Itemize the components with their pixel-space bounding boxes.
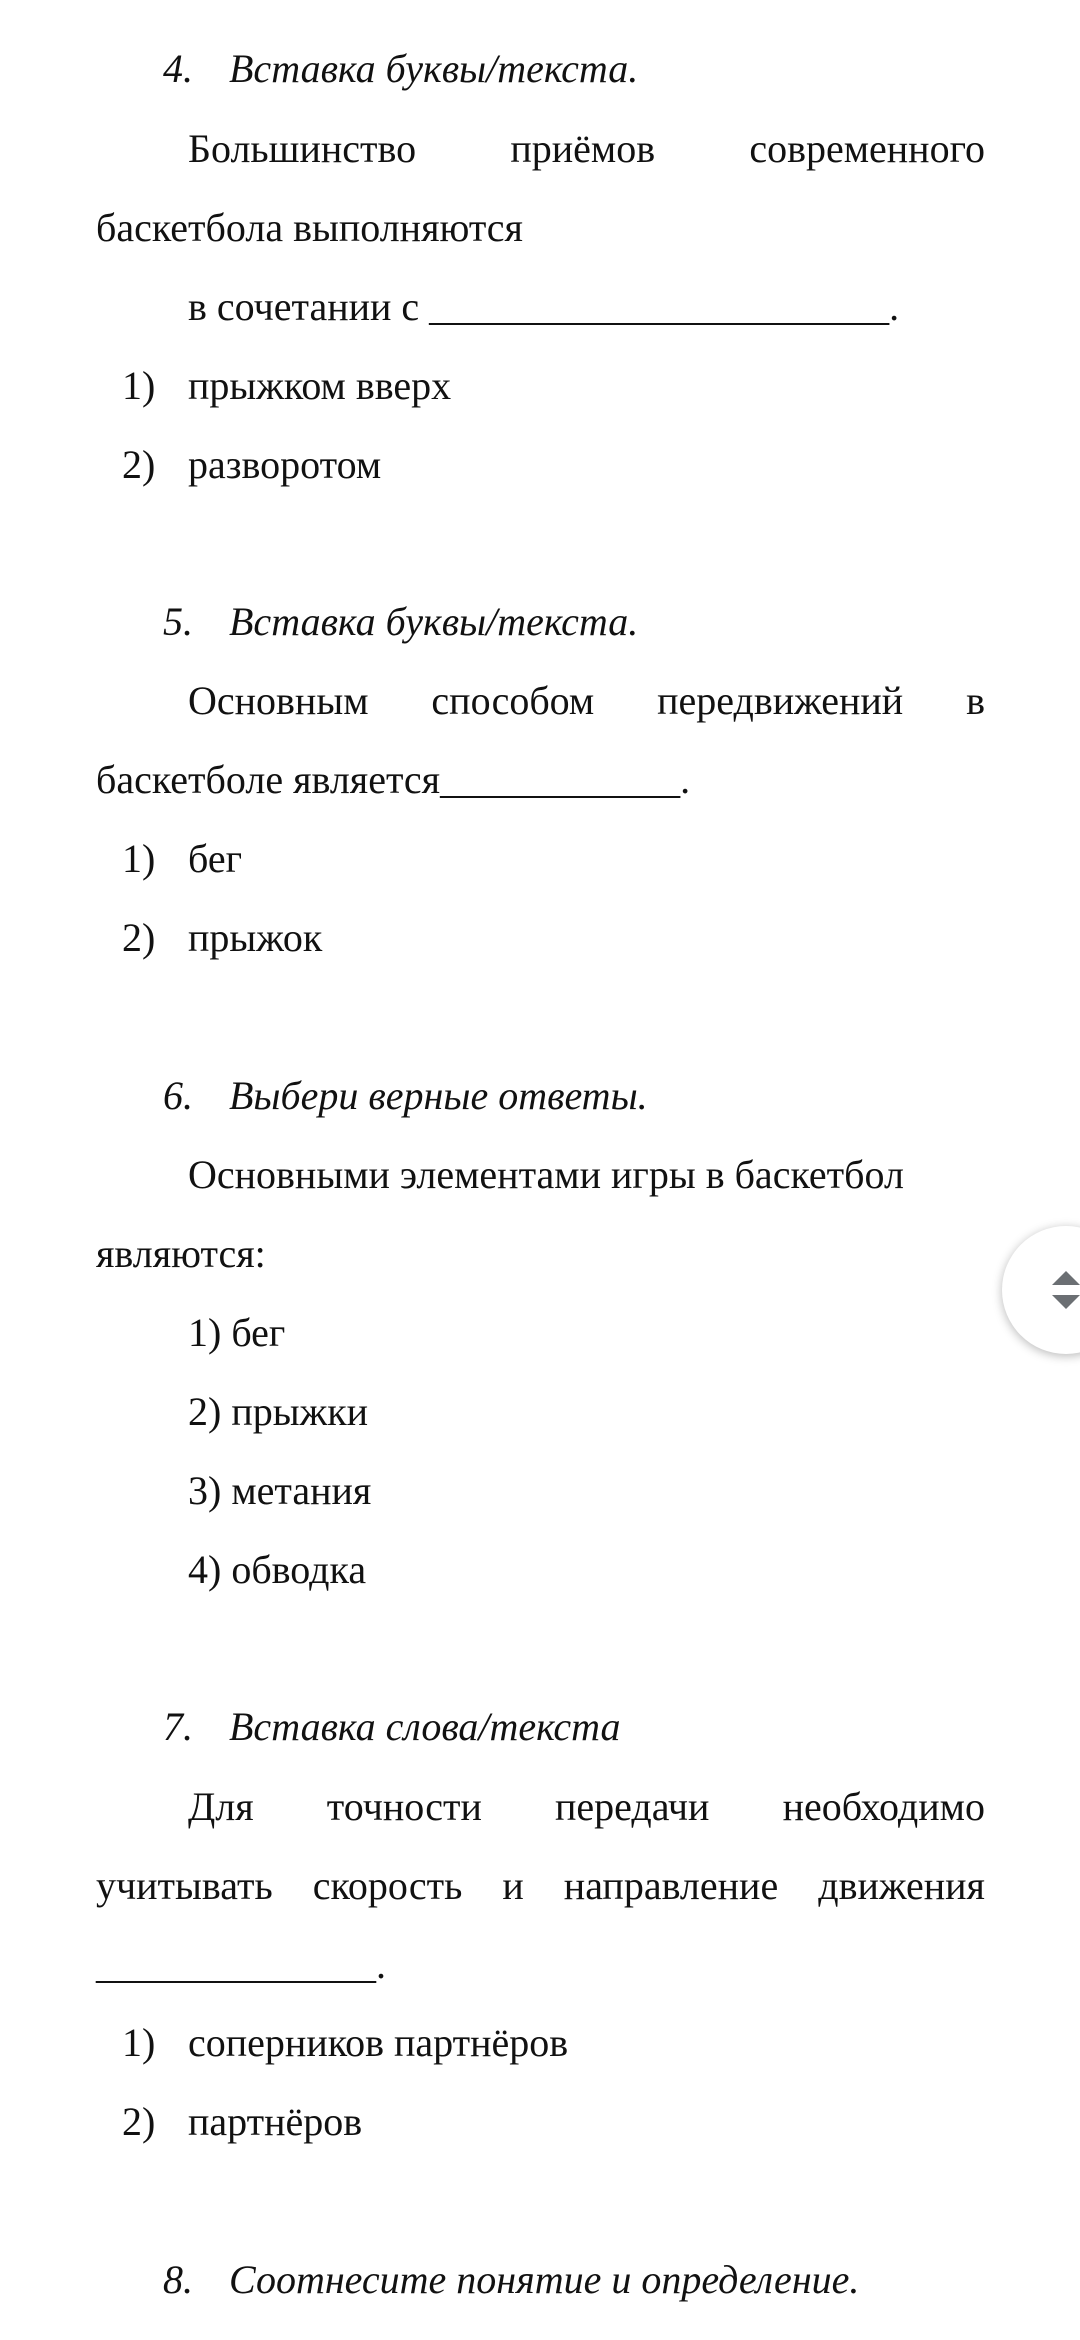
question-4-number: 4.	[163, 46, 193, 91]
question-7-number: 7.	[163, 1704, 193, 1749]
question-4-text-line-1	[188, 124, 985, 174]
word: передвижений	[657, 678, 904, 723]
word: необходимо	[782, 1784, 985, 1829]
word: и	[502, 1863, 524, 1908]
question-7-option-1	[122, 2018, 568, 2068]
option-text: прыжок	[188, 915, 323, 960]
question-4-option-1	[122, 361, 451, 411]
question-6-option-1: 1) бег	[188, 1310, 286, 1355]
question-4-heading	[163, 44, 638, 94]
word: способом	[431, 678, 595, 723]
question-7-text-line-3: ______________.	[96, 1942, 386, 1987]
word: точности	[326, 1784, 482, 1829]
question-6-number: 6.	[163, 1073, 193, 1118]
word: Для	[188, 1784, 254, 1829]
up-down-arrows-icon	[1038, 1262, 1080, 1318]
word: Основным	[188, 678, 369, 723]
question-5-heading	[163, 597, 638, 647]
question-4-option-2	[122, 440, 381, 490]
option-text: бег	[188, 836, 242, 881]
question-7-option-2	[122, 2097, 362, 2147]
question-4-text-line-2: баскетбола выполняются	[96, 205, 523, 250]
question-5-option-2	[122, 913, 322, 963]
question-6-heading	[163, 1071, 648, 1121]
question-4-title: Вставка буквы/текста.	[229, 46, 639, 91]
question-8-number: 8.	[163, 2257, 193, 2302]
option-number: 1)	[122, 836, 156, 881]
question-8-heading	[163, 2255, 859, 2305]
question-8-title: Соотнесите понятие и определение.	[229, 2257, 860, 2302]
question-4-text-line-3: в сочетании с _______________________.	[188, 284, 900, 329]
question-6-option-3: 3) метания	[188, 1468, 372, 1513]
question-7-text-line-1	[188, 1782, 985, 1832]
option-number: 1)	[122, 2020, 156, 2065]
scroll-button[interactable]	[1002, 1226, 1080, 1354]
option-number: 2)	[122, 2099, 156, 2144]
word: скорость	[312, 1863, 463, 1908]
word: передачи	[555, 1784, 710, 1829]
word: современного	[749, 126, 985, 171]
word: учитывать	[96, 1863, 273, 1908]
question-6-option-4: 4) обводка	[188, 1547, 367, 1592]
option-number: 2)	[122, 442, 156, 487]
question-5-title: Вставка буквы/текста.	[229, 599, 639, 644]
question-6-title: Выбери верные ответы.	[229, 1073, 648, 1118]
option-number: 2)	[122, 915, 156, 960]
option-text: соперников партнёров	[188, 2020, 569, 2065]
question-5-text-line-1	[188, 676, 985, 726]
word: Большинство	[188, 126, 417, 171]
question-5-number: 5.	[163, 599, 193, 644]
question-7-text-line-2	[96, 1861, 985, 1911]
question-5-text-line-2: баскетболе является____________.	[96, 757, 691, 802]
option-text: прыжком вверх	[188, 363, 452, 408]
question-5-option-1	[122, 834, 242, 884]
word: движения	[818, 1863, 985, 1908]
question-6-option-2: 2) прыжки	[188, 1389, 369, 1434]
question-7-title: Вставка слова/текста	[229, 1704, 621, 1749]
option-text: партнёров	[188, 2099, 363, 2144]
question-7-heading	[163, 1702, 620, 1752]
word: приёмов	[510, 126, 656, 171]
question-6-text-line-2: являются:	[96, 1231, 266, 1276]
option-text: разворотом	[188, 442, 382, 487]
option-number: 1)	[122, 363, 156, 408]
question-6-text-line-1: Основными элементами игры в баскетбол	[188, 1152, 904, 1197]
word: в	[966, 678, 985, 723]
word: направление	[563, 1863, 779, 1908]
